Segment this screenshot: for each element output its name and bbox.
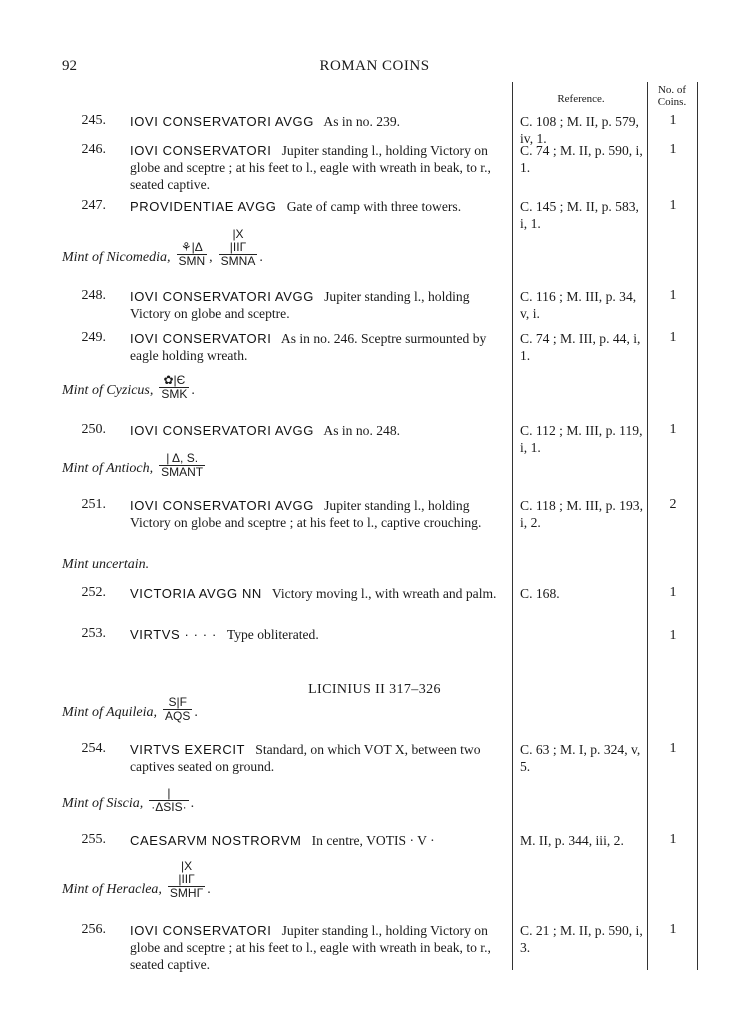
coin-legend: VIRTVS EXERCIT xyxy=(130,742,246,757)
entry-reference: C. 21 ; M. II, p. 590, i, 3. xyxy=(520,923,643,955)
mint-heading-heraclea xyxy=(62,860,211,900)
coin-legend: PROVIDENTIAE AVGG xyxy=(130,199,277,214)
mint-mark-field: ✿|Є xyxy=(159,374,189,388)
running-head: ROMAN COINS xyxy=(319,58,430,74)
entry-reference: C. 63 ; M. I, p. 324, v, 5. xyxy=(520,742,641,774)
entry-description xyxy=(130,626,510,643)
mint-mark-exergue: SMHΓ xyxy=(169,886,204,900)
period: . xyxy=(207,882,211,897)
mint-mark xyxy=(219,228,258,268)
section-heading: LICINIUS II 317–326 xyxy=(308,682,441,697)
mint-heading-siscia xyxy=(62,787,194,814)
entry-description xyxy=(130,741,510,775)
entry-number: 246. xyxy=(81,142,106,157)
entry-number: 253. xyxy=(81,626,106,641)
coin-type-text: Gate of camp with three towers. xyxy=(286,199,462,214)
entry-coin-count: 1 xyxy=(669,113,677,128)
entry-coin-count: 1 xyxy=(669,288,677,303)
mint-mark-field: |IIΓ xyxy=(219,241,258,255)
entry-reference: C. 74 ; M. II, p. 590, i, 1. xyxy=(520,143,643,175)
coin-legend: VIRTVS · · · · xyxy=(130,627,217,642)
entry-coin-count: 1 xyxy=(669,585,677,600)
coins-column-header xyxy=(649,84,695,108)
entry-coin-count: 1 xyxy=(669,922,677,937)
entry-reference: C. 118 ; M. III, p. 193, i, 2. xyxy=(520,498,643,530)
entry-number: 252. xyxy=(81,585,106,600)
page-number: 92 xyxy=(62,58,77,74)
coin-type-text: Jupiter standing l., holding Victory on globe and sceptre ; at his feet to l., eagle with wreath in beak, to r., seated captive. xyxy=(130,923,491,972)
entry-number: 248. xyxy=(81,288,106,303)
mint-mark-exergue: AQS xyxy=(165,709,191,723)
entry-number: 256. xyxy=(81,922,106,937)
coin-type-text: Type obliterated. xyxy=(226,627,319,642)
coin-legend: IOVI CONSERVATORI AVGG xyxy=(130,498,314,513)
entry-coin-count: 1 xyxy=(669,142,677,157)
entry-reference: C. 116 ; M. III, p. 34, v, i. xyxy=(520,289,637,321)
entry-description xyxy=(130,922,510,973)
coin-type-text: As in no. 239. xyxy=(323,114,401,129)
entry-description xyxy=(130,142,510,193)
entry-reference: C. 145 ; M. II, p. 583, i, 1. xyxy=(520,199,639,231)
entry-coin-count: 1 xyxy=(669,330,677,345)
entry-reference: C. 74 ; M. III, p. 44, i, 1. xyxy=(520,331,641,363)
coin-type-text: As in no. 248. xyxy=(323,423,401,438)
entry-description xyxy=(130,832,510,849)
coin-type-text: Jupiter standing l., holding Victory on globe and sceptre ; at his feet to l., captive crouching. xyxy=(130,498,482,530)
mint-heading-antioch xyxy=(62,452,207,479)
entry-number: 247. xyxy=(81,198,106,213)
entry-reference: M. II, p. 344, iii, 2. xyxy=(520,833,624,848)
mint-label: Mint of Heraclea, xyxy=(62,882,162,897)
coin-legend: VICTORIA AVGG NN xyxy=(130,586,262,601)
entry-number: 255. xyxy=(81,832,106,847)
mint-mark-field: ⚘|Δ xyxy=(177,241,208,255)
coin-type-text: Jupiter standing l., holding Victory on globe and sceptre. xyxy=(130,289,470,321)
period: . xyxy=(191,383,195,398)
coin-legend: IOVI CONSERVATORI AVGG xyxy=(130,423,314,438)
period: . xyxy=(190,796,195,811)
mint-mark xyxy=(163,696,192,723)
mint-mark-field: S|F xyxy=(163,696,192,710)
entry-description xyxy=(130,113,510,130)
entry-reference: C. 112 ; M. III, p. 119, i, 1. xyxy=(520,423,643,455)
coin-type-text: In centre, VOTIS · V · xyxy=(311,833,435,848)
comma: , xyxy=(209,250,213,265)
mint-label: Mint of Aquileia, xyxy=(62,705,158,720)
mint-heading-nicomedia xyxy=(62,228,263,268)
mint-heading-aquileia xyxy=(62,696,198,723)
mint-label: Mint of Cyzicus, xyxy=(62,383,154,398)
coin-legend: IOVI CONSERVATORI xyxy=(130,923,272,938)
entry-coin-count: 2 xyxy=(669,497,677,512)
coin-type-text: Victory moving l., with wreath and palm. xyxy=(271,586,497,601)
entry-coin-count: 1 xyxy=(669,628,677,643)
entry-coin-count: 1 xyxy=(669,741,677,756)
coins-header-line2: Coins. xyxy=(657,96,687,108)
reference-column-rule xyxy=(512,82,513,970)
entry-number: 250. xyxy=(81,422,106,437)
mint-heading-uncertain: Mint uncertain. xyxy=(62,557,150,572)
entry-coin-count: 1 xyxy=(669,832,677,847)
mint-mark-exergue: ·ΔSIS· xyxy=(151,800,187,814)
mint-mark-field: | Δ, S. xyxy=(159,452,205,466)
entry-description xyxy=(130,497,510,531)
entry-description xyxy=(130,330,510,364)
mint-mark-field: | xyxy=(149,787,188,801)
period: . xyxy=(194,705,198,720)
period: . xyxy=(259,250,263,265)
mint-mark xyxy=(168,860,205,900)
entry-coin-count: 1 xyxy=(669,198,677,213)
mint-mark xyxy=(159,374,189,401)
mint-mark-field-upper: |X xyxy=(181,859,193,873)
entry-number: 254. xyxy=(81,741,106,756)
entry-description xyxy=(130,198,510,215)
mint-mark xyxy=(159,452,205,479)
entry-description xyxy=(130,585,510,602)
mint-label: Mint of Antioch, xyxy=(62,461,154,476)
mint-mark-exergue: SMK xyxy=(161,387,188,401)
mint-mark-exergue: SMNA xyxy=(220,254,256,268)
mint-mark xyxy=(149,787,188,814)
entry-number: 245. xyxy=(81,113,106,128)
mint-label: Mint of Nicomedia, xyxy=(62,250,171,265)
entry-description xyxy=(130,288,510,322)
mint-mark xyxy=(177,241,208,268)
entry-reference: C. 168. xyxy=(520,586,560,601)
mint-mark-exergue: SMANT xyxy=(161,465,204,479)
coin-type-text: As in no. 246. Sceptre surmounted by eagle holding wreath. xyxy=(130,331,487,363)
coin-legend: IOVI CONSERVATORI AVGG xyxy=(130,289,314,304)
mint-mark-field-upper: |X xyxy=(232,227,244,241)
reference-column-header: Reference. xyxy=(557,93,605,105)
coin-legend: IOVI CONSERVATORI AVGG xyxy=(130,114,314,129)
coins-column-rule-right xyxy=(697,82,698,970)
entry-number: 249. xyxy=(81,330,106,345)
coin-legend: IOVI CONSERVATORI xyxy=(130,143,272,158)
coin-type-text: Standard, on which VOT X, between two captives seated on ground. xyxy=(130,742,481,774)
coins-header-line1: No. of xyxy=(657,84,687,96)
entry-description xyxy=(130,422,510,439)
mint-label: Mint of Siscia, xyxy=(62,796,144,811)
entry-coin-count: 1 xyxy=(669,422,677,437)
coin-type-text: Jupiter standing l., holding Victory on globe and sceptre ; at his feet to l., eagle with wreath in beak, to r., seated captive. xyxy=(130,143,491,192)
entry-number: 251. xyxy=(81,497,106,512)
coin-legend: CAESARVM NOSTRORVM xyxy=(130,833,302,848)
entry-reference: C. 108 ; M. II, p. 579, iv, 1. xyxy=(520,114,639,146)
mint-mark-exergue: SMN xyxy=(178,254,206,268)
mint-heading-cyzicus xyxy=(62,374,195,401)
coin-legend: IOVI CONSERVATORI xyxy=(130,331,272,346)
mint-mark-field: |IIΓ xyxy=(168,873,205,887)
coins-column-rule-left xyxy=(647,82,648,970)
